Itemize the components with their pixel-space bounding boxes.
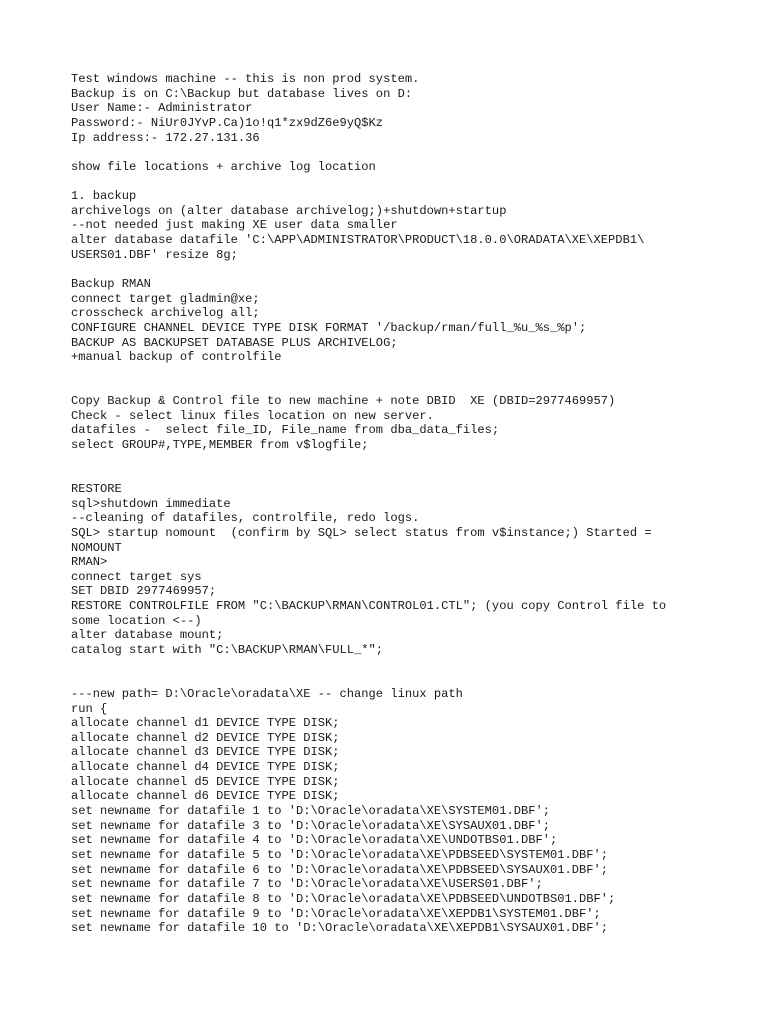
text-line: catalog start with "C:\BACKUP\RMAN\FULL_*"; <box>71 642 384 657</box>
text-line: RMAN> <box>71 555 108 570</box>
text-line: crosscheck archivelog all; <box>71 306 260 321</box>
text-line: sql>shutdown immediate <box>71 496 231 511</box>
blank-line <box>71 262 711 277</box>
text-line: connect target gladmin@xe; <box>71 291 260 306</box>
blank-line <box>71 145 711 160</box>
text-line: Copy Backup & Control file to new machine + note DBID XE (DBID=2977469957) <box>71 394 616 409</box>
text-line: allocate channel d3 DEVICE TYPE DISK; <box>71 745 340 760</box>
text-line: --not needed just making XE user data smaller <box>71 218 398 233</box>
text-line: archivelogs on (alter database archivelog;)+shutdown+startup <box>71 203 507 218</box>
text-line: CONFIGURE CHANNEL DEVICE TYPE DISK FORMAT '/backup/rman/full_%u_%s_%p'; <box>71 320 587 335</box>
text-line: User Name:- Administrator <box>71 101 253 116</box>
blank-line <box>71 467 711 482</box>
text-line: connect target sys <box>71 569 202 584</box>
text-line: BACKUP AS BACKUPSET DATABASE PLUS ARCHIVELOG; <box>71 335 398 350</box>
text-line: set newname for datafile 7 to 'D:\Oracle\oradata\XE\USERS01.DBF'; <box>71 877 543 892</box>
text-line: set newname for datafile 8 to 'D:\Oracle\oradata\XE\PDBSEED\UNDOTBS01.DBF'; <box>71 891 616 906</box>
blank-line <box>71 658 711 673</box>
text-line: Backup RMAN <box>71 276 151 291</box>
text-line: set newname for datafile 10 to 'D:\Oracle\oradata\XE\XEPDB1\SYSAUX01.DBF'; <box>71 921 609 936</box>
text-line: Test windows machine -- this is non prod system. <box>71 72 420 86</box>
text-line: Ip address:- 172.27.131.36 <box>71 130 260 145</box>
blank-line <box>71 453 711 468</box>
text-line: set newname for datafile 3 to 'D:\Oracle\oradata\XE\SYSAUX01.DBF'; <box>71 818 550 833</box>
blank-line <box>71 365 711 380</box>
text-line: allocate channel d2 DEVICE TYPE DISK; <box>71 730 340 745</box>
blank-line <box>71 672 711 687</box>
document-page <box>71 72 711 936</box>
text-line: set newname for datafile 9 to 'D:\Oracle\oradata\XE\XEPDB1\SYSTEM01.DBF'; <box>71 906 601 921</box>
text-line: alter database datafile 'C:\APP\ADMINISTRATOR\PRODUCT\18.0.0\ORADATA\XE\XEPDB1\ <box>71 233 645 248</box>
text-line: RESTORE CONTROLFILE FROM "C:\BACKUP\RMAN\CONTROL01.CTL"; (you copy Control file to <box>71 599 667 614</box>
text-line: show file locations + archive log location <box>71 159 376 174</box>
text-line: allocate channel d5 DEVICE TYPE DISK; <box>71 774 340 789</box>
text-line: set newname for datafile 1 to 'D:\Oracle\oradata\XE\SYSTEM01.DBF'; <box>71 804 550 819</box>
text-line: 1. backup <box>71 189 137 204</box>
text-line: set newname for datafile 6 to 'D:\Oracle\oradata\XE\PDBSEED\SYSAUX01.DBF'; <box>71 862 609 877</box>
text-line: select GROUP#,TYPE,MEMBER from v$logfile; <box>71 438 369 453</box>
text-line: USERS01.DBF' resize 8g; <box>71 247 238 262</box>
text-line: --cleaning of datafiles, controlfile, redo logs. <box>71 511 420 526</box>
text-line: Password:- NiUr0JYvP.Ca)1o!q1*zx9dZ6e9yQ$Kz <box>71 115 384 130</box>
text-line: datafiles - select file_ID, File_name from dba_data_files; <box>71 423 500 438</box>
text-line: +manual backup of controlfile <box>71 350 282 365</box>
text-line: Check - select linux files location on new server. <box>71 408 434 423</box>
text-line: NOMOUNT <box>71 540 122 555</box>
text-line: set newname for datafile 5 to 'D:\Oracle\oradata\XE\PDBSEED\SYSTEM01.DBF'; <box>71 847 609 862</box>
text-line: alter database mount; <box>71 628 224 643</box>
text-line: set newname for datafile 4 to 'D:\Oracle\oradata\XE\UNDOTBS01.DBF'; <box>71 833 558 848</box>
text-line: allocate channel d6 DEVICE TYPE DISK; <box>71 789 340 804</box>
text-line: allocate channel d1 DEVICE TYPE DISK; <box>71 716 340 731</box>
text-line: RESTORE <box>71 481 122 496</box>
text-line: Backup is on C:\Backup but database lives on D: <box>71 86 413 101</box>
text-line: SQL> startup nomount (confirm by SQL> select status from v$instance;) Started = <box>71 525 652 540</box>
text-line: some location <--) <box>71 613 202 628</box>
blank-line <box>71 174 711 189</box>
text-line: run { <box>71 701 108 716</box>
text-line: allocate channel d4 DEVICE TYPE DISK; <box>71 760 340 775</box>
blank-line <box>71 379 711 394</box>
text-line: ---new path= D:\Oracle\oradata\XE -- change linux path <box>71 686 463 701</box>
text-line: SET DBID 2977469957; <box>71 584 217 599</box>
